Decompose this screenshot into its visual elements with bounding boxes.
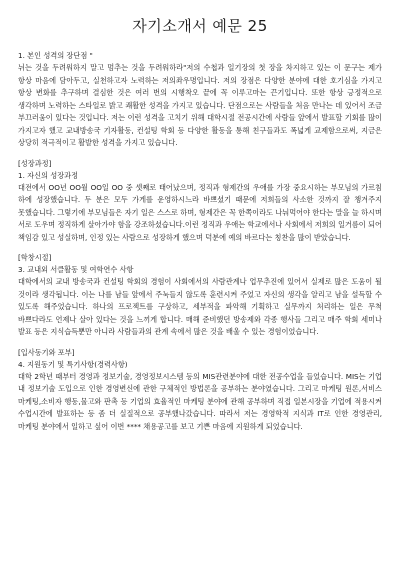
paragraph: 대학 2학년 때부터 경영과 정보기술, 경영정보시스템 등의 MIS관련분야에 대한 전공수업을 들었습니다. MIS는 기업 내 정보기술 도입으로 인한 경영변신에 관한 구체적인 방법론을 공부하는 분야였습니다. 그리고 마케팅 원론,서비스 마케팅,소비자 행동,물고와 판촉 등 기업의 효율적인 마케팅 분야에 관해 공부하며 직접 일본시장을 기업에 적용시켜 수업시간에 발표하는 등 좀 더 실질적으로 공부했나갔습니다. 따라서 저는 경영학적 지식과 IT로 인한 경영관리,마케팅 분야에서 일하고 싶어 이번 **** 채용공고를 보고 기쁜 마음에 지원하게 되었습니다. (18, 371, 382, 431)
section-growth (18, 158, 382, 245)
section-personality (18, 50, 382, 150)
section-school (18, 252, 382, 339)
section-heading: 1. 본인 성격의 장단점 " (18, 51, 93, 60)
section-subheading: 1. 자신의 성장과정 (18, 170, 79, 180)
paragraph: 뉘는 것을 두려워하지 말고 멈추는 것을 두려워하라"저의 수첩과 일기장의 첫 장을 차지하고 있는 이 문구는 제가 항상 마음에 담아두고, 실천하고자 노력하는 저의좌우명입니다. 저의 장점은 다양한 분야에 대한 호기심을 가지고 항상 변화를 추구하며 결심한 것은 여러 번의 시행착오 끝에 꼭 이루고마는 끈기입니다. 또한 항상 긍정적으로 생각하며 노력하는 스타일로 밝고 쾌활한 성격을 가지고 있습니다. 단점으로는 사람들을 처음 만나는 데 있어서 조금 부끄러움이 있다는 것입니다. 저는 이런 성격을 고치기 위해 대학시절 전공시간에 사람들 앞에서 발표할 기회를 많이 가지고자 했고 교내방송국 기자활동, 컨설팅 학회 등 다양한 활동을 통해 친구들과도 폭넓게 교제함으로써, 지금은 상당히 적극적이고 활발한 성격을 가지고 있습니다. (18, 63, 382, 147)
section-heading: [학창시절] (18, 253, 52, 262)
section-heading: [입사동기와 포부] (18, 347, 75, 357)
section-heading: [성장과정] (18, 158, 52, 168)
page-title: 자기소개서 예문 25 (132, 17, 268, 35)
section-motivation (18, 347, 382, 434)
section-subheading: 4. 지원동기 및 특기사항(경력사항) (18, 359, 128, 369)
paragraph: 대학에서의 교내 방송국과 컨설팅 학회의 경험이 사회에서의 사람관계나 업무추진에 있어서 실제로 많은 도움이 될 것이라 생각됩니다. 이는 나를 남들 앞에서 주눅들지 않도록 훈련시켜 주었고 자신의 생각을 알리고 남을 설득할 수 있도록 해주었습니다. 하나의 프로젝트를 구상하고, 세부적을 파악해 기획하고 실무까지 처리하는 일은 무척 바쁘다라도 언제나 살아 있다는 것을 느끼게 합니다. 매해 준비했던 방송제와 각종 행사들 그리고 매주 학회 세미나 발표 등은 지식습득뿐만 아니라 사람들과의 관계 속에서 많은 것을 배울 수 있는 경험이었습니다. (18, 277, 382, 336)
paragraph: 대전에서 OO년 OO월 OO일 OO 중 셋째로 태어났으며, 정직과 형제간의 우애를 가장 중요시하는 부모님의 가르침 하에 성장했습니다. 두 분은 모두 가게를 운영하시느라 바쁘셨기 때문에 저희들의 사소한 것까지 잘 챙겨주지 못했습니다. 그렇기에 부모님들은 자기 일은 스스로 하며, 형제간은 꼭 한쪽이라도 나눠먹어야 한다는 말을 늘 하시며 서로 도우며 정직하게 살아가야 함을 강조하셨습니다.이런 정직과 우애는 학교에서나 사회에서 저희의 일거름이 되어 책임감 있고 성실하며, 인정 있는 사람으로 성장하게 했으며 덕분에 예의 바르다는 칭찬을 많이 받았습니다. (18, 182, 382, 242)
section-subheading: 3. 교내외 서클활동 및 여학연수 사항 (18, 265, 134, 274)
